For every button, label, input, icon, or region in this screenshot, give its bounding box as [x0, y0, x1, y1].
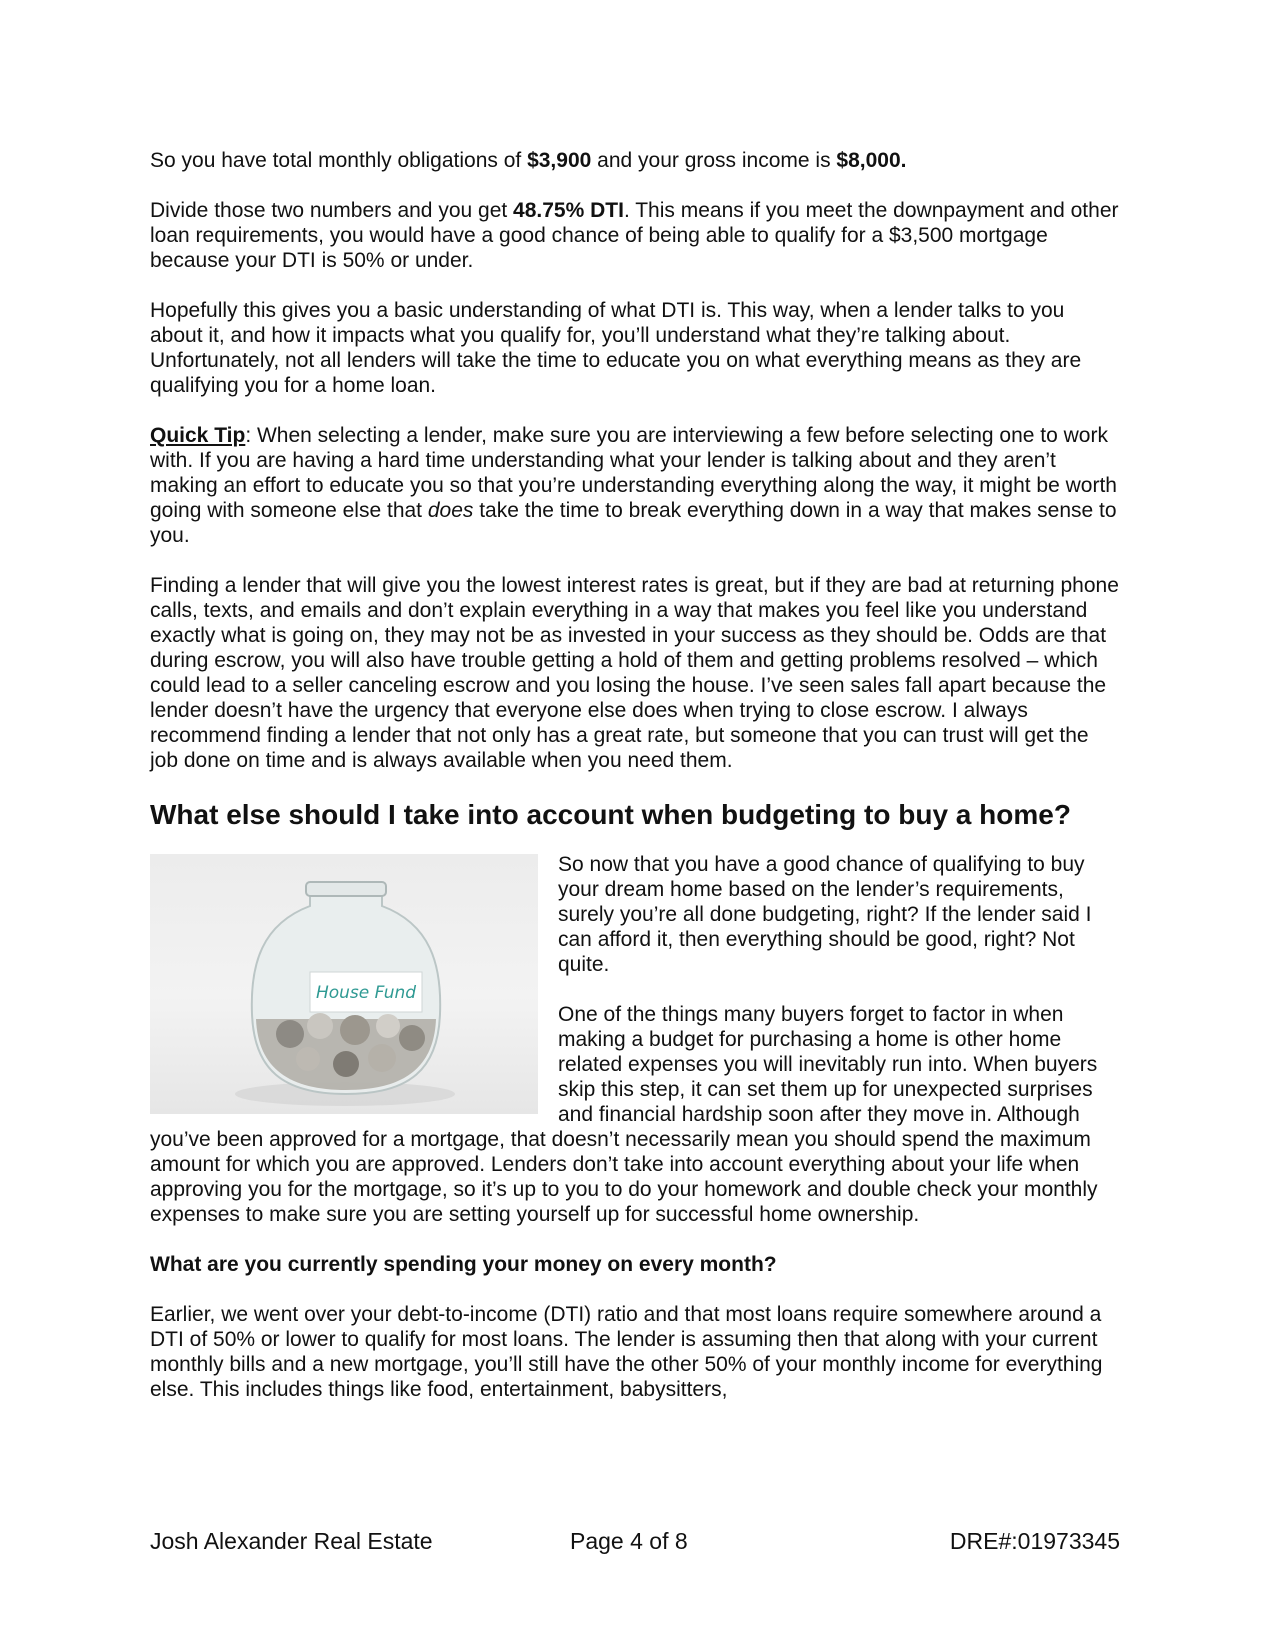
paragraph-quick-tip [150, 423, 1120, 548]
heading-budgeting: What else should I take into account when budgeting to buy a home? [150, 799, 1071, 830]
paragraph-dti-understanding: Hopefully this gives you a basic understanding of what DTI is. This way, when a lender talks to you about it, and how it impacts what you qualify for, you’ll understand what they’re talking about. Unfortunately, not all lenders will take the time to educate you on what everything means as they are qualifying you for a home loan. [150, 299, 1082, 397]
paragraph-qualifying: So now that you have a good chance of qualifying to buy your dream home based on the lender’s requirements, surely you’re all done budgeting, right? If the lender said I can afford it, then everything should be good, right? Not quite. [558, 853, 1092, 976]
text: Divide those two numbers and you get [150, 199, 514, 222]
page-footer [150, 1528, 1120, 1558]
footer-page-number: Page 4 of 8 [570, 1528, 688, 1554]
jar-illustration [150, 854, 538, 1114]
paragraph-lender-advice: Finding a lender that will give you the lowest interest rates is great, but if they are bad at returning phone calls, texts, and emails and don’t explain everything in a way that makes you feel like you understand exactly what is going on, they may not be as invested in your success as they should be. Odds are that during escrow, you will also have trouble getting a hold of them and getting problems resolved – which could lead to a seller canceling escrow and you losing the house. I’ve seen sales fall apart because the lender doesn’t have the urgency that everyone else does when trying to close escrow. I always recommend finding a lender that not only has a great rate, but someone that you can trust will get the job done on time and is always available when you need them. [150, 574, 1119, 772]
footer-license: DRE#:01973345 [949, 1528, 1120, 1554]
emphasis: does [427, 499, 474, 522]
jar-label-text: House Fund [315, 983, 417, 1003]
text: take the time to break everything down in a way that makes sense to you. [150, 499, 1117, 547]
paragraph-dti-recap: Earlier, we went over your debt-to-income (DTI) ratio and that most loans require somewhere around a DTI of 50% or lower to qualify for most loans. The lender is assuming then that along with your current monthly bills and a new mortgage, you’ll still have the other 50% of your monthly income for everything else. This includes things like food, entertainment, babysitters, [150, 1303, 1103, 1401]
footer-company: Josh Alexander Real Estate [150, 1528, 433, 1554]
text: . This means if you meet the downpayment and other loan requirements, you would have a good chance of being able to qualify for a $3,500 mortgage because your DTI is 50% or under. [150, 199, 1119, 272]
heading-spending: What are you currently spending your money on every month? [150, 1253, 777, 1276]
paragraph-obligations [150, 148, 1120, 173]
text: So you have total monthly obligations of [150, 149, 528, 172]
document-page [150, 148, 1120, 1427]
gross-income-amount: $8,000. [836, 149, 907, 172]
text: and your gross income is [591, 149, 837, 172]
quick-tip-label: Quick Tip [150, 424, 246, 447]
paragraph-home-expenses: One of the things many buyers forget to factor in when making a budget for purchasing a home is other home related expenses you will inevitably run into. When buyers skip this step, it can set them up for unexpected surprises and financial hardship soon after they move in. Although you’ve been approved for a mortgage, that doesn’t necessarily mean you should spend the maximum amount for which you are approved. Lenders don’t take into account everything about your life when approving you for the mortgage, so it’s up to you to do your homework and double check your monthly expenses to make sure you are setting yourself up for successful home ownership. [150, 1003, 1098, 1226]
obligations-amount: $3,900 [527, 149, 592, 172]
dti-value: 48.75% DTI [513, 199, 624, 222]
house-fund-jar-image [150, 854, 538, 1114]
paragraph-dti-result [150, 198, 1120, 273]
text: : When selecting a lender, make sure you are interviewing a few before selecting one to work with. If you are having a hard time understanding what your lender is talking about and they aren’t making an effort to educate you so that you’re understanding everything along the way, it might be worth going with someone else that [150, 424, 1117, 522]
